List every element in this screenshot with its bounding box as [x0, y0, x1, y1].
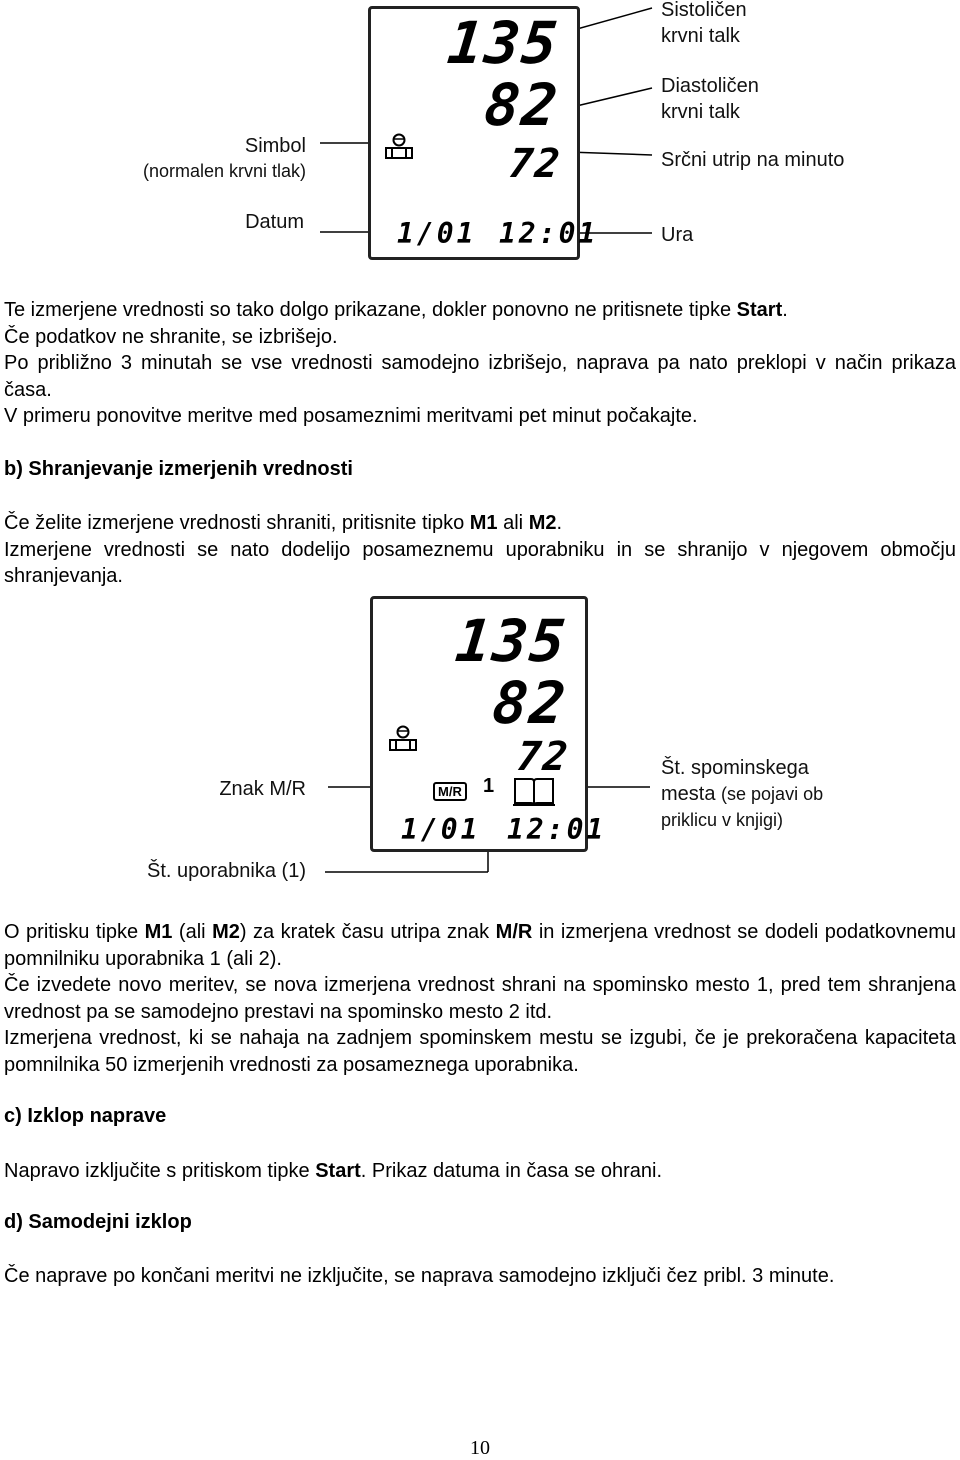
- section-b-p1: Če želite izmerjene vrednosti shraniti, pritisnite tipko M1 ali M2.: [4, 512, 563, 534]
- label-diastolic: Diastoličen krvni talk: [661, 75, 759, 123]
- p1-line-2: Če podatkov ne shranite, se izbrišejo.: [4, 325, 338, 348]
- p2-sentence-1: O pritisku tipke M1 (ali M2) za kratek času utripa znak M/R in izmerjena vrednost se dodeli podatkovnemu pomnilniku uporabnika 1 (ali 2).: [4, 921, 956, 970]
- p2-sentence-3: Izmerjena vrednost, ki se nahaja na zadnjem spominskem mestu se izgubi, če je prekoračena kapaciteta pomnilnika 50 izmerjenih vrednosti za posameznega uporabnika.: [4, 1027, 956, 1076]
- p1-line-1: Te izmerjene vrednosti so tako dolgo prikazane, dokler ponovno ne pritisnete tipke Start.: [4, 299, 788, 321]
- page-number: 10: [470, 1437, 490, 1459]
- diastolic-value: 82: [489, 669, 571, 737]
- normal-bp-person-icon: [387, 725, 419, 758]
- label-symbol-sub: (normalen krvni tlak): [142, 161, 306, 181]
- label-date: Datum: [245, 211, 304, 233]
- diastolic-value: 82: [481, 71, 563, 139]
- systolic-value: 135: [452, 607, 571, 675]
- section-b-body: [4, 510, 956, 590]
- time-display: 12:01: [499, 217, 599, 250]
- lcd-display: [368, 6, 599, 260]
- section-b-heading: b) Shranjevanje izmerjenih vrednosti: [4, 458, 353, 480]
- p1-line-4: V primeru ponovitve meritve med posameznimi meritvami pet minut počakajte.: [4, 405, 698, 427]
- paragraph-1: [4, 297, 956, 430]
- date-display: 1/01: [397, 217, 477, 250]
- label-mr: Znak M/R: [219, 778, 306, 800]
- label-pulse: Srčni utrip na minuto: [661, 149, 845, 171]
- p2-sentence-2: Če izvedete novo meritev, se nova izmerjena vrednost shrani na spominsko mesto 1, pred tem shranjena vrednost pa se samodejno prestavi na spominsko mesto 2 itd.: [4, 974, 956, 1023]
- lcd-display-memory: [370, 596, 607, 852]
- section-d-heading: d) Samodejni izklop: [4, 1211, 192, 1233]
- section-d-body: Če naprave po končani meritvi ne izključite, se naprava samodejno izključi čez pribl. 3 minute.: [4, 1265, 835, 1287]
- label-time: Ura: [661, 224, 694, 246]
- paragraph-2: [4, 919, 956, 1078]
- user-number: 1: [483, 775, 495, 797]
- figure-1: [0, 0, 960, 270]
- book-icon: [511, 775, 557, 814]
- systolic-value: 135: [444, 9, 563, 77]
- section-c-heading: c) Izklop naprave: [4, 1105, 167, 1127]
- p1-line-3: Po približno 3 minutah se vse vrednosti samodejno izbrišejo, naprava pa nato preklopi v način prikaza časa.: [4, 352, 956, 401]
- date-display: 1/01: [401, 813, 481, 846]
- time-display: 12:01: [507, 813, 607, 846]
- pulse-value: 72: [514, 734, 572, 780]
- label-systolic: Sistoličen krvni talk: [661, 0, 747, 47]
- figure-2: [0, 590, 960, 890]
- section-b-p2: Izmerjene vrednosti se nato dodelijo posameznemu uporabniku in se shranijo v njegovem območju shranjevanja.: [4, 538, 956, 587]
- section-c-body: Napravo izključite s pritiskom tipke Start. Prikaz datuma in časa se ohrani.: [4, 1160, 663, 1182]
- label-memory-slot: Št. spominskega mesta (se pojavi ob priklicu v knjigi): [661, 757, 824, 830]
- mr-indicator: M/R: [433, 782, 467, 801]
- label-user-number: Št. uporabnika (1): [147, 860, 306, 882]
- normal-bp-person-icon: [383, 133, 415, 166]
- label-symbol: Simbol: [244, 135, 306, 157]
- pulse-value: 72: [506, 141, 564, 187]
